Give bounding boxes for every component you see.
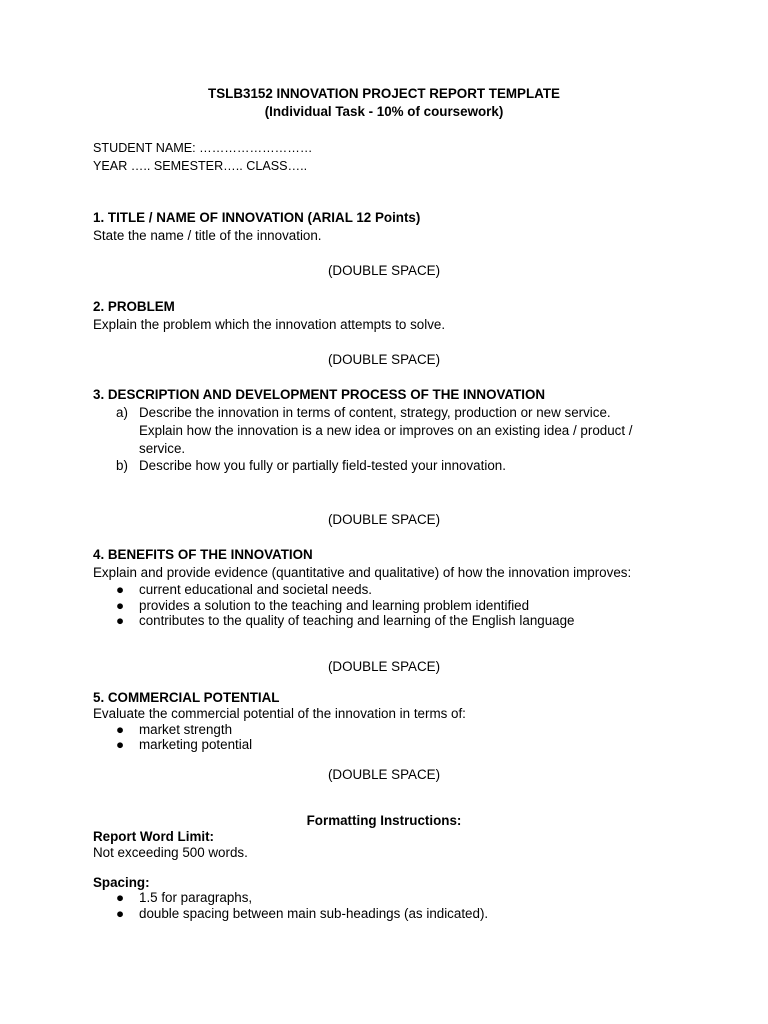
section-2-body: Explain the problem which the innovation attempts to solve. [93,317,446,332]
double-space-label: (DOUBLE SPACE) [327,352,441,367]
bullet-icon: ● [116,722,125,737]
list-item-continuation [0,441,768,457]
formatting-heading: Formatting Instructions: [306,813,462,828]
bullet-text: contributes to the quality of teaching and learning of the English language [139,613,575,628]
bullet-icon: ● [116,598,125,613]
bullet-item [0,890,768,906]
bullet-text: 1.5 for paragraphs, [139,890,253,905]
year-semester-class-line: YEAR ….. SEMESTER….. CLASS….. [93,159,308,173]
section-4-heading: 4. BENEFITS OF THE INNOVATION [93,547,313,562]
bullet-text: marketing potential [139,737,253,752]
section-2-heading: 2. PROBLEM [93,299,175,314]
bullet-icon: ● [116,906,125,921]
list-item [0,458,768,474]
list-marker: b) [116,458,128,473]
bullet-icon: ● [116,613,125,628]
section-5-body: Evaluate the commercial potential of the innovation in terms of: [93,706,466,721]
bullet-icon: ● [116,582,125,597]
double-space-label: (DOUBLE SPACE) [327,659,441,674]
bullet-icon: ● [116,737,125,752]
bullet-item [0,613,768,629]
document-title: TSLB3152 INNOVATION PROJECT REPORT TEMPLATE [208,86,560,101]
spacing-label: Spacing: [93,875,150,890]
double-space-label: (DOUBLE SPACE) [327,263,441,278]
list-item-continuation [0,423,768,439]
list-item-text: Describe the innovation in terms of content, strategy, production or new service. [139,405,611,420]
list-item-text: service. [139,441,186,456]
bullet-item [0,722,768,738]
section-5-heading: 5. COMMERCIAL POTENTIAL [93,690,280,705]
bullet-text: market strength [139,722,233,737]
word-limit-value: Not exceeding 500 words. [93,845,248,860]
section-1-body: State the name / title of the innovation. [93,228,322,243]
student-name-line: STUDENT NAME: ……………………… [93,141,313,155]
bullet-text: provides a solution to the teaching and learning problem identified [139,598,530,613]
double-space-label: (DOUBLE SPACE) [327,512,441,527]
bullet-item [0,582,768,598]
bullet-item [0,737,768,753]
bullet-icon: ● [116,890,125,905]
list-item [0,405,768,421]
double-space-label: (DOUBLE SPACE) [327,767,441,782]
section-3-heading: 3. DESCRIPTION AND DEVELOPMENT PROCESS OF THE INNOVATION [93,387,546,402]
bullet-text: current educational and societal needs. [139,582,373,597]
word-limit-label: Report Word Limit: [93,829,214,844]
list-item-text: Explain how the innovation is a new idea or improves on an existing idea / product / [139,423,633,438]
document-subtitle: (Individual Task - 10% of coursework) [264,104,504,119]
list-marker: a) [116,405,128,420]
section-4-body: Explain and provide evidence (quantitative and qualitative) of how the innovation improves: [93,565,632,580]
section-1-heading: 1. TITLE / NAME OF INNOVATION (ARIAL 12 Points) [93,210,421,225]
list-item-text: Describe how you fully or partially field-tested your innovation. [139,458,506,473]
bullet-item [0,906,768,922]
bullet-text: double spacing between main sub-headings (as indicated). [139,906,489,921]
bullet-item [0,598,768,614]
